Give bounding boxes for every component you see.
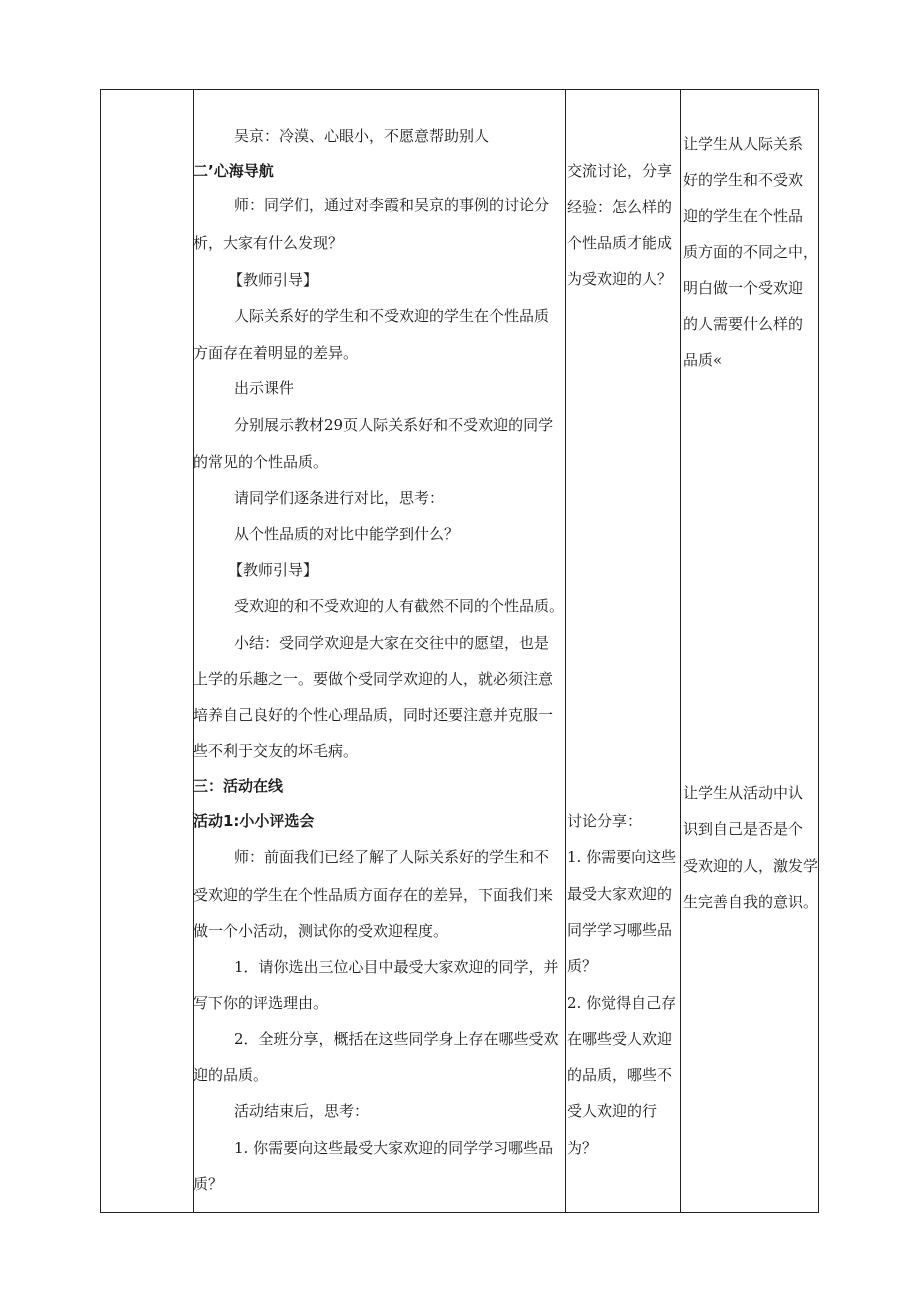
text-line: 培养自己良好的个性心理品质，同时还要注意并克服一 (193, 706, 554, 724)
text-line: 做一个小活动，测试你的受欢迎程度。 (193, 922, 449, 940)
text-line: 的品质，哪些不 (567, 1066, 673, 1084)
text-line: 上学的乐趣之一。要做个受同学欢迎的人，就必须注意 (193, 670, 554, 688)
text-line: 析，大家有什么发现？ (193, 234, 344, 252)
text-line: 师：前面我们已经了解了人际关系好的学生和不 (234, 848, 550, 866)
text-line: 受欢迎的和不受欢迎的人有截然不同的个性品质。 (234, 597, 565, 615)
text-line: 交流讨论，分享 (567, 162, 673, 180)
text-line: 2．全班分享，概括在这些同学身上存在哪些受欢 (234, 1030, 559, 1048)
teacher-guide-label: 【教师引导】 (228, 271, 319, 289)
text-line: 人际关系好的学生和不受欢迎的学生在个性品质 (234, 307, 550, 325)
text-line: 小结：受同学欢迎是大家在交往中的愿望，也是 (234, 634, 550, 652)
text-line: 个性品质才能成 (567, 234, 673, 252)
text-line: 为受欢迎的人？ (567, 270, 673, 288)
text-line: 迎的品质。 (193, 1066, 269, 1084)
text-line: 分别展示教材29页人际关系好和不受欢迎的同学 (234, 416, 554, 434)
text-line: 活动结束后，思考： (234, 1102, 370, 1120)
text-line: 为？ (567, 1139, 598, 1157)
text-line: 识到自己是否是个 (683, 820, 804, 838)
column-divider (193, 90, 194, 1212)
text-line: 吴京：冷漠、心眼小，不愿意帮助别人 (234, 127, 490, 145)
text-line: 在哪些受人欢迎 (567, 1030, 673, 1048)
text-line: 的常见的个性品质。 (193, 453, 329, 471)
text-line: 受欢迎的人，激发学 (683, 857, 819, 875)
section-heading: 二’心海导航 (193, 162, 274, 180)
text-line: 出示课件 (234, 379, 295, 397)
text-line: 迎的学生在个性品 (683, 207, 804, 225)
text-line: 1. 你需要向这些最受大家欢迎的同学学习哪些品 (234, 1139, 554, 1157)
text-line: 讨论分享： (567, 812, 643, 830)
text-line: 质？ (567, 957, 598, 975)
text-line: 师：同学们，通过对李霞和吴京的事例的讨论分 (234, 196, 550, 214)
column-divider (565, 90, 566, 1212)
text-line: 最受大家欢迎的 (567, 885, 673, 903)
column-divider (680, 90, 681, 1212)
text-line: 经验：怎么样的 (567, 198, 673, 216)
activity-heading: 活动1:小小评选会 (193, 812, 315, 830)
text-line: 受人欢迎的行 (567, 1102, 658, 1120)
text-line: 从个性品质的对比中能学到什么？ (234, 525, 460, 543)
text-line: 质？ (193, 1175, 224, 1193)
text-line: 受欢迎的学生在个性品质方面存在的差异，下面我们来 (193, 886, 554, 904)
text-line: 让学生从活动中认 (683, 784, 804, 802)
text-line: 质方面的不同之中， (683, 243, 819, 261)
text-line: 同学学习哪些品 (567, 921, 673, 939)
text-line: 让学生从人际关系 (683, 135, 804, 153)
text-line: 的人需要什么样的 (683, 315, 804, 333)
text-line: 1．请你选出三位心目中最受大家欢迎的同学，并 (234, 958, 559, 976)
section-heading: 三：活动在线 (193, 777, 284, 795)
teacher-guide-label: 【教师引导】 (228, 561, 319, 579)
text-line: 2. 你觉得自己存 (567, 994, 677, 1012)
text-line: 好的学生和不受欢 (683, 171, 804, 189)
text-line: 请同学们逐条进行对比，思考： (234, 489, 445, 507)
text-line: 写下你的评选理由。 (193, 994, 329, 1012)
text-line: 1. 你需要向这些 (567, 848, 677, 866)
text-line: 明白做一个受欢迎 (683, 279, 804, 297)
text-line: 方面存在着明显的差异。 (193, 344, 359, 362)
text-line: 品质« (683, 351, 723, 369)
text-line: 生完善自我的意识。 (683, 893, 819, 911)
text-line: 些不利于交友的坏毛病。 (193, 742, 359, 760)
